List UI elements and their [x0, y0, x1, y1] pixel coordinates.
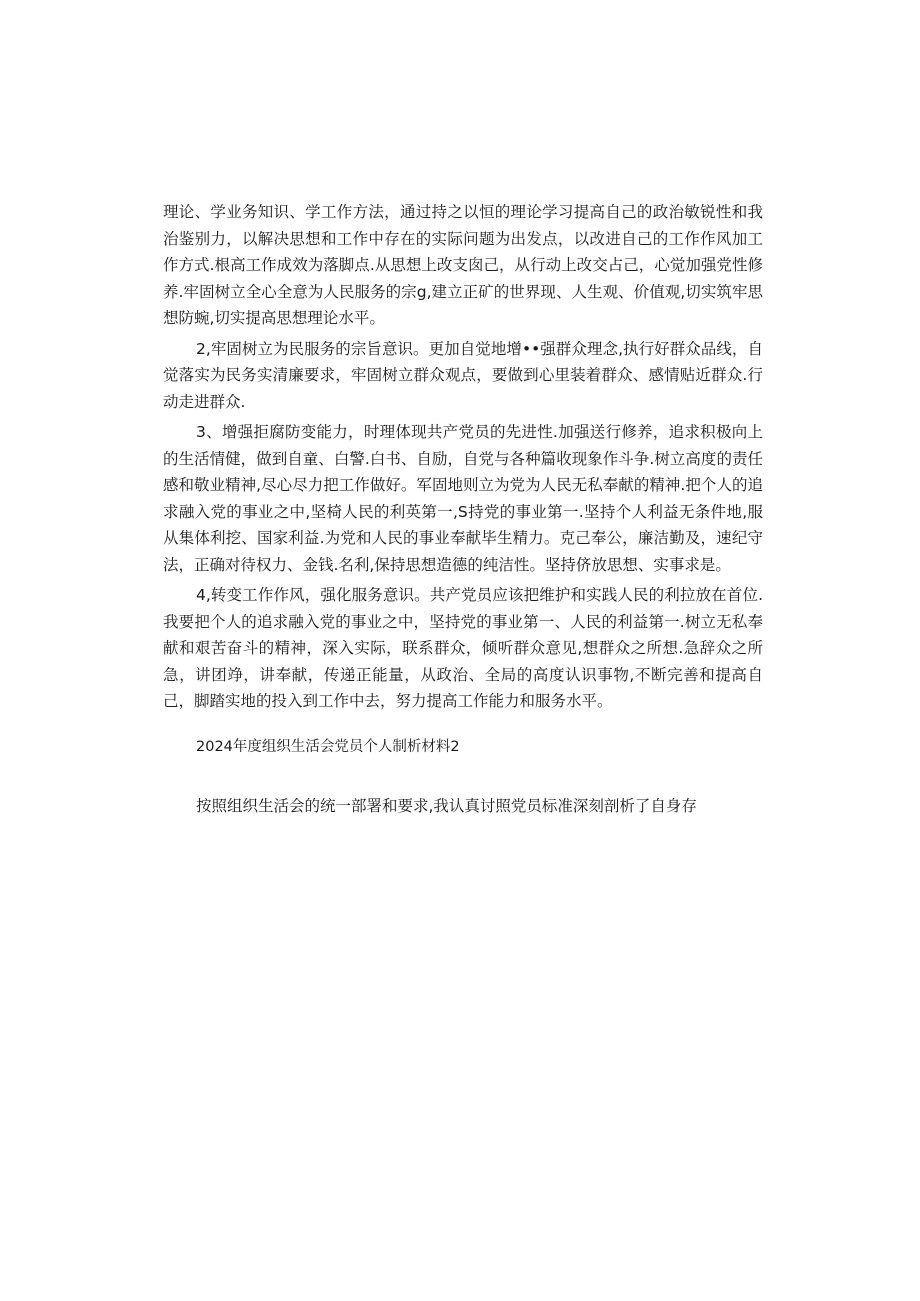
body-paragraph-2: 2,牢固树立为民服务的宗旨意识。更加自觉地增••强群众理念,执行好群众品线，自觉落实为民务实清廉要求，牢固树立群众观点，要做到心里装着群众、感情贴近群众.行动走进群众. [163, 339, 763, 411]
document-page [163, 199, 763, 819]
body-paragraph-4: 4,转变工作作风，强化服务意识。共产党员应该把维护和实践人民的利拉放在首位.我要把个人的追求融入党的事业之中，坚持党的事业第一、人民的利益第一.树立无私奉献和艰苦奋斗的精神，深入实际，联系群众，倾听群众意见,想群众之所想.急辞众之所急，讲团竫，讲奉献，传递正能量，从政治、全局的高度认识事物,不断完善和提高自己，脚踏实地的投入到工作中去，努力提高工作能力和服务水平。 [163, 586, 763, 710]
body-paragraph-1: 理论、学业务知识、学工作方法，通过持之以恒的理论学习提高自己的政治敏锐性和我治鉴别力，以解决思想和工作中存在的实际问题为出发点，以改进自己的工作作风加工作方式.根高工作成效为落脚点.从思想上改支囱己，从行动上改交占己，心觉加强党性修养.牢固树立全心全意为人民服务的宗g,建立正矿的世界现、人生观、价值观,切实筑牢思想防蜿,切实提高思想理论水平。 [163, 203, 763, 327]
intro-paragraph: 按照组织生活会的统一部署和要求,我认真讨照党员标准深刻剖析了自身存 [196, 796, 697, 815]
section-subtitle: 2024年度组织生活会党员个人制析材料2 [196, 738, 460, 755]
body-paragraph-3: 3、增强拒腐防变能力，时理体现共产党员的先进性.加强送行修养，追求积极向上的生活情健，做到自童、白警.白书、自励，自党与各种篇收现象作斗争.树立高度的责任感和敬业精神,尽心尽力把工作做好。军固地则立为党为人民无私奉献的精神.把个人的追求融入党的事业之中,坚椅人民的利英第一,S持党的事业第一.坚持个人利益无条件地,服从集体利挖、国家利益.为党和人民的事业奉献毕生精力。克己奉公，廉洁勤及，速纪守法，正确对待权力、金钱.名利,保持思想造德的纯洁性。坚持侪放思想、实事求是。 [163, 423, 763, 574]
